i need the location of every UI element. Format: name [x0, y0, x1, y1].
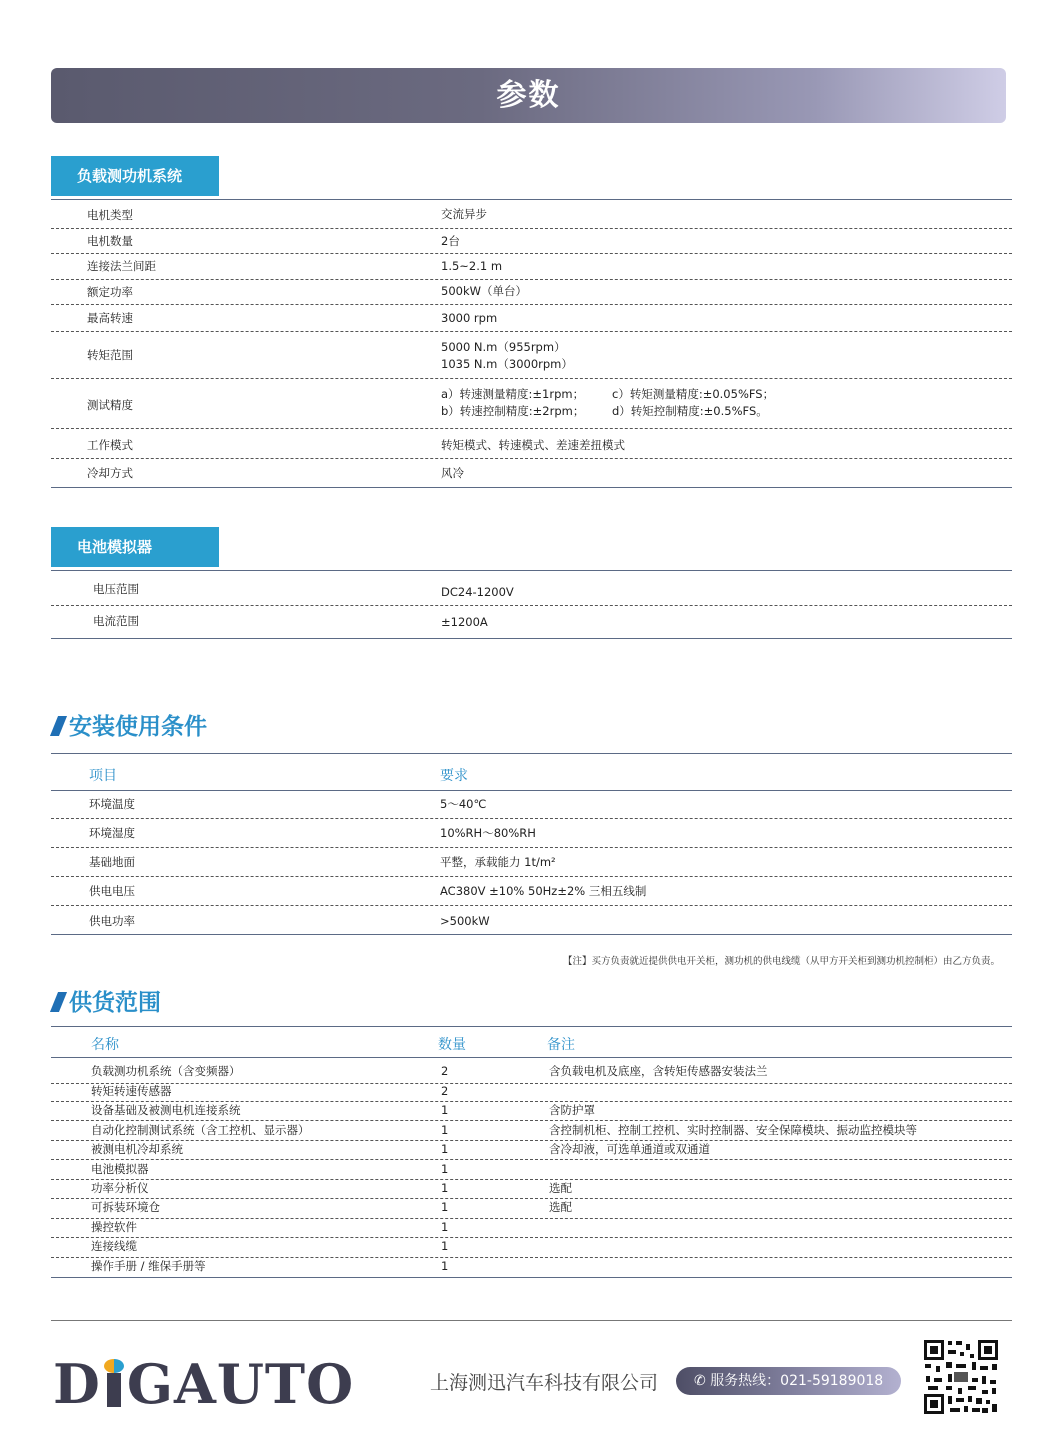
- row-value: AC380V ±10% 50Hz±2% 三相五线制: [440, 884, 647, 898]
- row-divider: [51, 847, 1012, 848]
- section-tag-battery-sim: 电池模拟器: [51, 527, 219, 567]
- row-divider: [51, 378, 1012, 379]
- row-value: b）转速控制精度:±2rpm；: [441, 404, 585, 418]
- supply-qty-cell: 1: [441, 1200, 449, 1214]
- row-value: 风冷: [441, 466, 464, 480]
- row-divider: [51, 428, 1012, 429]
- supply-name-cell: 连接线缆: [91, 1239, 137, 1253]
- column-header-item: 项目: [89, 768, 117, 784]
- row-value: 10%RH～80%RH: [440, 826, 536, 840]
- supply-remark-cell: 选配: [549, 1181, 572, 1195]
- row-label: 工作模式: [87, 438, 133, 452]
- row-label: 电流范围: [93, 614, 139, 628]
- supply-name-cell: 可拆装环境仓: [91, 1200, 160, 1214]
- supply-remark-cell: 含防护罩: [549, 1103, 595, 1117]
- row-divider: [51, 876, 1012, 877]
- supply-qty-cell: 1: [441, 1123, 449, 1137]
- supply-qty-cell: 1: [441, 1239, 449, 1253]
- section-title-install: [54, 708, 207, 741]
- supply-qty-cell: 1: [441, 1142, 449, 1156]
- row-divider: [51, 1120, 1012, 1121]
- hotline-text: 服务热线：021-59189018: [710, 1373, 884, 1389]
- row-value: 交流异步: [441, 207, 487, 221]
- row-divider: [51, 331, 1012, 332]
- row-divider: [51, 905, 1012, 906]
- supply-name-cell: 被测电机冷却系统: [91, 1142, 183, 1156]
- section-title-text: 安装使用条件: [69, 714, 207, 740]
- supply-name-cell: 负载测功机系统（含变频器）: [91, 1064, 241, 1078]
- column-header-remark: 备注: [547, 1037, 575, 1053]
- column-header-name: 名称: [91, 1037, 119, 1053]
- row-divider: [51, 1159, 1012, 1160]
- supply-name-cell: 功率分析仪: [91, 1181, 149, 1195]
- row-divider: [51, 228, 1012, 229]
- row-label: 连接法兰间距: [87, 259, 156, 273]
- row-divider: [51, 818, 1012, 819]
- supply-qty-cell: 1: [441, 1259, 449, 1273]
- supply-name-cell: 电池模拟器: [91, 1162, 149, 1176]
- row-label: 电机数量: [87, 234, 133, 248]
- slash-icon: [50, 992, 67, 1012]
- supply-qty-cell: 2: [441, 1064, 449, 1078]
- footer-rule: [51, 1320, 1012, 1321]
- row-divider: [51, 1198, 1012, 1199]
- header-rule: [51, 1057, 1012, 1058]
- row-label: 测试精度: [87, 398, 133, 412]
- row-label: 电压范围: [93, 582, 139, 596]
- row-value: >500kW: [440, 914, 490, 928]
- page-title-banner: 参数: [51, 68, 1006, 123]
- row-label: 基础地面: [89, 855, 135, 869]
- row-value: d）转矩控制精度:±0.5%FS。: [612, 404, 768, 418]
- row-value: ±1200A: [441, 615, 488, 629]
- phone-icon: ✆: [694, 1373, 706, 1389]
- table-top-rule: [51, 1026, 1012, 1027]
- row-divider: [51, 605, 1012, 606]
- supply-remark-cell: 含负载电机及底座，含转矩传感器安装法兰: [549, 1064, 768, 1078]
- row-value: 平整，承载能力 1t/m²: [440, 855, 556, 869]
- row-value: 1035 N.m（3000rpm）: [441, 357, 573, 371]
- row-divider: [51, 1218, 1012, 1219]
- row-value: 2台: [441, 234, 460, 248]
- row-divider: [51, 1179, 1012, 1180]
- row-divider: [51, 1101, 1012, 1102]
- row-divider: [51, 1237, 1012, 1238]
- row-divider: [51, 458, 1012, 459]
- company-logo: [53, 1352, 354, 1416]
- slash-icon: [50, 716, 67, 736]
- row-value: 5～40℃: [440, 797, 487, 811]
- row-value: 转矩模式、转速模式、差速差扭模式: [441, 438, 625, 452]
- row-divider: [51, 253, 1012, 254]
- row-divider: [51, 279, 1012, 280]
- supply-name-cell: 设备基础及被测电机连接系统: [91, 1103, 241, 1117]
- company-name: 上海测迅汽车科技有限公司: [430, 1372, 659, 1394]
- section-title-supply: [54, 984, 161, 1017]
- column-header-requirement: 要求: [440, 768, 468, 784]
- hotline-badge: [676, 1367, 901, 1395]
- supply-remark-cell: 含控制机柜、控制工控机、实时控制器、安全保障模块、振动监控模块等: [549, 1123, 917, 1137]
- row-divider: [51, 304, 1012, 305]
- table-bottom-rule: [51, 1277, 1012, 1278]
- logo-text-left: D: [53, 1352, 101, 1416]
- row-label: 冷却方式: [87, 466, 133, 480]
- row-label: 最高转速: [87, 311, 133, 325]
- row-value: 1.5~2.1 m: [441, 259, 503, 273]
- row-divider: [51, 1257, 1012, 1258]
- row-value: DC24-1200V: [441, 585, 514, 599]
- row-value: 5000 N.m（955rpm）: [441, 340, 566, 354]
- row-label: 供电电压: [89, 884, 135, 898]
- table-top-rule: [51, 199, 1012, 200]
- column-header-qty: 数量: [438, 1037, 466, 1053]
- row-label: 环境湿度: [89, 826, 135, 840]
- table-bottom-rule: [51, 638, 1012, 639]
- section-tag-load-dyno: 负载测功机系统: [51, 156, 219, 196]
- row-label: 转矩范围: [87, 348, 133, 362]
- supply-name-cell: 转矩转速传感器: [91, 1084, 172, 1098]
- supply-name-cell: 操作手册 / 维保手册等: [91, 1259, 206, 1273]
- header-rule: [51, 790, 1012, 791]
- supply-qty-cell: 2: [441, 1084, 449, 1098]
- row-value: 500kW（单台）: [441, 284, 527, 298]
- row-divider: [51, 1083, 1012, 1084]
- table-top-rule: [51, 570, 1012, 571]
- logo-i-icon: [101, 1359, 127, 1407]
- logo-text-right: GAUTO: [126, 1352, 355, 1416]
- footnote: 【注】买方负责就近提供供电开关柜，测功机的供电线缆（从甲方开关柜到测功机控制柜）由乙方负责。: [562, 956, 1000, 967]
- supply-qty-cell: 1: [441, 1181, 449, 1195]
- table-bottom-rule: [51, 487, 1012, 488]
- qr-code-icon: [922, 1338, 1000, 1416]
- row-label: 电机类型: [87, 208, 133, 222]
- supply-name-cell: 操控软件: [91, 1220, 137, 1234]
- supply-name-cell: 自动化控制测试系统（含工控机、显示器）: [91, 1123, 310, 1137]
- row-divider: [51, 1140, 1012, 1141]
- row-value: c）转矩测量精度:±0.05%FS；: [612, 387, 775, 401]
- supply-qty-cell: 1: [441, 1162, 449, 1176]
- row-value: a）转速测量精度:±1rpm；: [441, 387, 585, 401]
- table-bottom-rule: [51, 934, 1012, 935]
- table-top-rule: [51, 753, 1012, 754]
- supply-remark-cell: 含冷却液，可选单通道或双通道: [549, 1142, 710, 1156]
- row-label: 供电功率: [89, 914, 135, 928]
- supply-qty-cell: 1: [441, 1103, 449, 1117]
- section-title-text: 供货范围: [69, 990, 161, 1016]
- row-label: 环境温度: [89, 797, 135, 811]
- supply-remark-cell: 选配: [549, 1200, 572, 1214]
- row-label: 额定功率: [87, 285, 133, 299]
- supply-qty-cell: 1: [441, 1220, 449, 1234]
- row-value: 3000 rpm: [441, 311, 498, 325]
